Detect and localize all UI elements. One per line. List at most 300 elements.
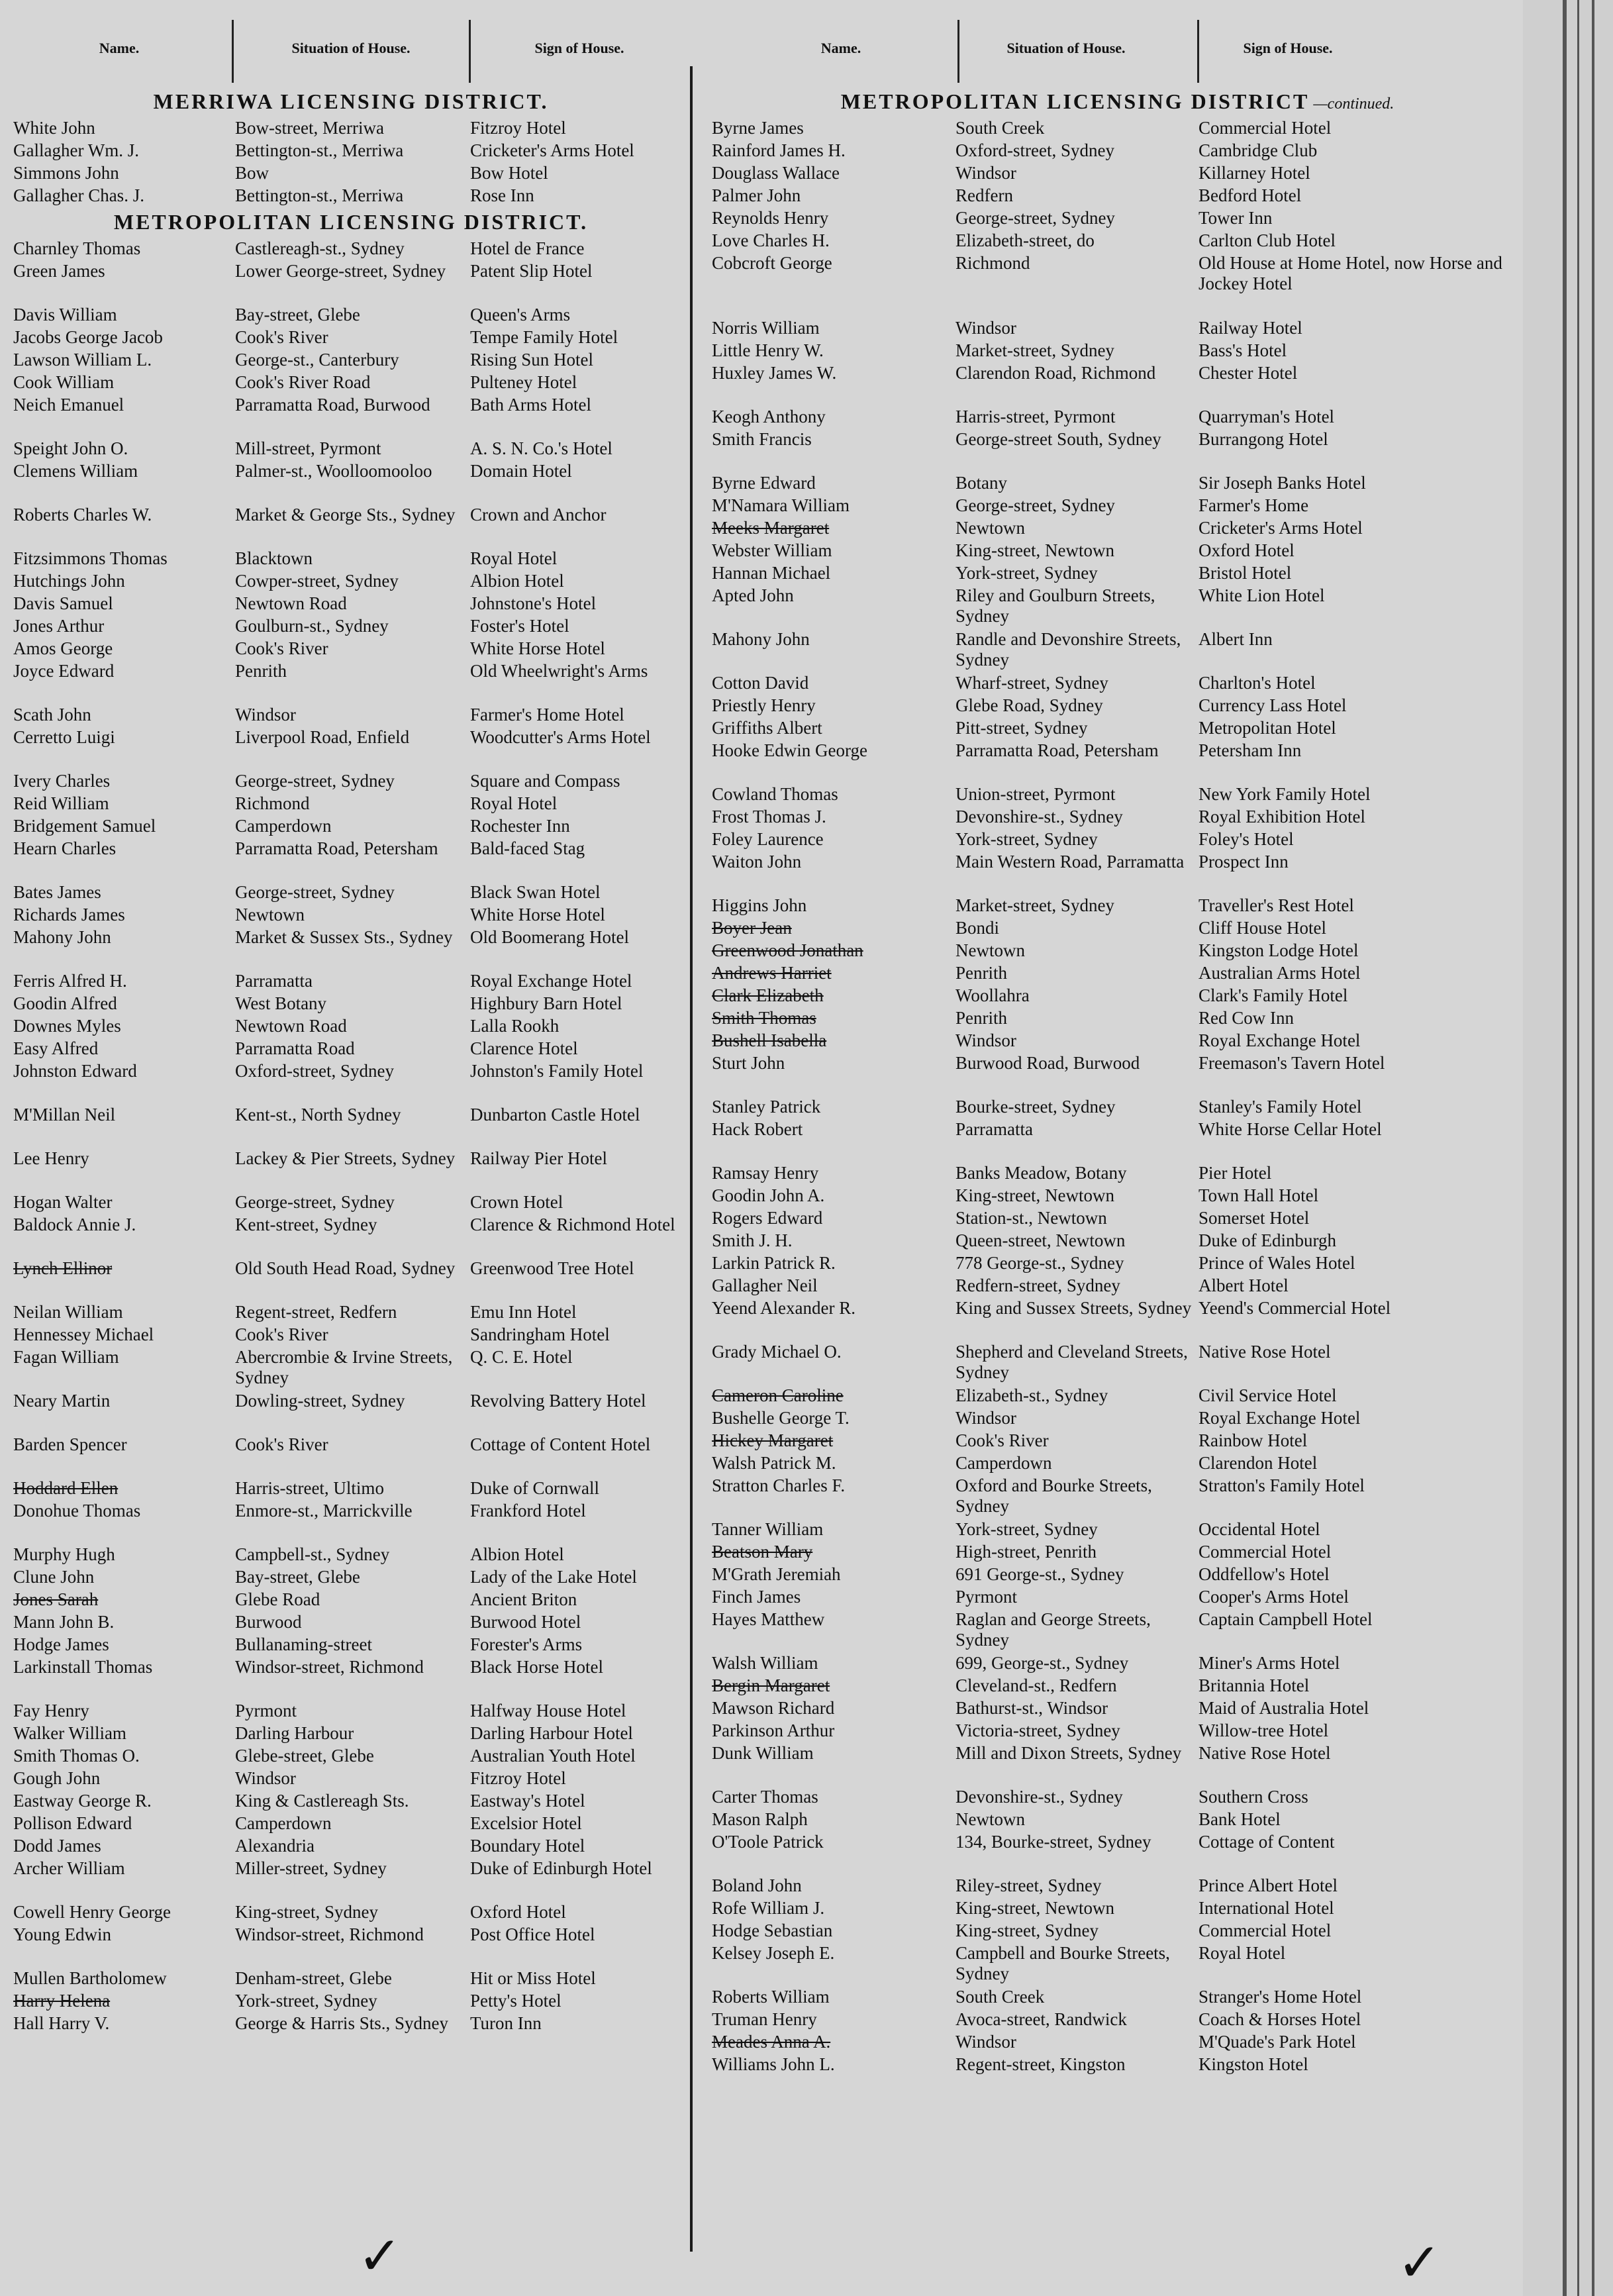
page-edge	[1577, 0, 1579, 2296]
licence-row	[712, 1742, 1523, 1785]
licensee-name: Pollison Edward	[13, 1813, 132, 1833]
house-sign: Miner's Arms Hotel	[1198, 1653, 1340, 1673]
licence-row	[712, 2008, 1523, 2030]
house-situation: Harris-street, Pyrmont	[955, 407, 1116, 426]
house-situation: Pitt-street, Sydney	[955, 718, 1088, 738]
house-sign: Maid of Australia Hotel	[1198, 1698, 1369, 1718]
house-situation: Glebe Road	[235, 1589, 320, 1609]
house-situation: Riley-street, Sydney	[955, 1875, 1102, 1895]
house-situation: Bow-street, Merriwa	[235, 118, 384, 138]
house-sign: New York Family Hotel	[1198, 784, 1371, 804]
licensee-name: Cotton David	[712, 673, 809, 693]
licensee-name: Ferris Alfred H.	[13, 971, 127, 991]
licence-row	[13, 1834, 689, 1857]
house-sign: Currency Lass Hotel	[1198, 695, 1347, 715]
column-rule	[957, 20, 959, 83]
house-situation: Bullanaming-street	[235, 1634, 372, 1654]
house-situation: Elizabeth-st., Sydney	[955, 1385, 1108, 1405]
house-sign: Royal Hotel	[1198, 1943, 1286, 1963]
house-situation: South Creek	[955, 118, 1045, 138]
licensee-name: Douglass Wallace	[712, 163, 840, 183]
house-situation: Bow	[235, 163, 269, 183]
sign-header: Sign of House.	[534, 40, 624, 56]
house-situation: Windsor-street, Richmond	[235, 1657, 424, 1677]
house-sign: Crown and Anchor	[470, 505, 607, 524]
house-sign: Bow Hotel	[470, 163, 548, 183]
house-situation: Windsor	[955, 318, 1016, 338]
house-situation: Cook's River	[955, 1430, 1049, 1450]
house-situation: Alexandria	[235, 1836, 315, 1856]
house-situation: King-street, Newtown	[955, 1185, 1114, 1205]
house-situation: Lackey & Pier Streets, Sydney	[235, 1148, 456, 1168]
licensee-name: Bates James	[13, 882, 101, 902]
house-sign: Bank Hotel	[1198, 1809, 1281, 1829]
house-situation: Riley and Goulburn Streets, Sydney	[955, 585, 1155, 626]
district-title: METROPOLITAN LICENSING DISTRICT.	[113, 210, 589, 234]
house-sign: Rochester Inn	[470, 816, 570, 836]
house-situation: Burwood Road, Burwood	[955, 1053, 1140, 1073]
licence-row	[712, 1118, 1523, 1162]
house-sign: Petersham Inn	[1198, 740, 1302, 760]
licence-row	[13, 1147, 689, 1191]
house-situation: Cleveland-st., Redfern	[955, 1675, 1117, 1695]
house-situation: Richmond	[955, 253, 1030, 273]
licence-row	[712, 962, 1523, 984]
licensee-name: Easy Alfred	[13, 1038, 99, 1058]
licensee-name: Cerretto Luigi	[13, 727, 115, 747]
licence-row	[13, 1301, 689, 1323]
house-situation: Pyrmont	[235, 1701, 297, 1721]
house-sign: Royal Hotel	[470, 793, 558, 813]
licensee-name: Gough John	[13, 1768, 101, 1788]
licensee-name: Charnley Thomas	[13, 238, 141, 258]
house-situation: Redfern-street, Sydney	[955, 1275, 1120, 1295]
licensee-name: Gallagher Neil	[712, 1275, 818, 1295]
licensee-name: Truman Henry	[712, 2009, 817, 2029]
house-situation: Old South Head Road, Sydney	[235, 1258, 456, 1278]
house-situation: Queen-street, Newtown	[955, 1230, 1126, 1250]
licensee-name: Frost Thomas J.	[712, 807, 826, 826]
licensee-name: Cook William	[13, 372, 115, 392]
licensee-name: Jacobs George Jacob	[13, 327, 163, 347]
licence-row	[13, 303, 689, 326]
licence-row	[712, 1252, 1523, 1274]
licensee-name: Cowland Thomas	[712, 784, 838, 804]
house-sign: Chester Hotel	[1198, 363, 1298, 383]
district-heading	[13, 86, 689, 117]
licence-row	[13, 792, 689, 815]
licensee-name: Eastway George R.	[13, 1791, 152, 1811]
licence-row	[712, 252, 1523, 317]
house-sign: Kingston Hotel	[1198, 2054, 1308, 2074]
house-situation: Parramatta	[235, 971, 313, 991]
check-mark-icon: ✓	[1397, 2232, 1442, 2293]
licensee-name: Donohue Thomas	[13, 1501, 141, 1521]
licence-row	[712, 229, 1523, 252]
licence-row	[712, 584, 1523, 628]
licensee-name: Mason Ralph	[712, 1809, 808, 1829]
licence-row	[712, 1897, 1523, 1919]
house-situation: Kent-street, Sydney	[235, 1215, 377, 1234]
licence-row	[712, 472, 1523, 494]
house-sign: Hotel de France	[470, 238, 585, 258]
house-situation: Bettington-st., Merriwa	[235, 185, 404, 205]
licensee-name: Smith Thomas	[712, 1008, 816, 1028]
licence-row	[712, 1474, 1523, 1518]
house-situation: Liverpool Road, Enfield	[235, 727, 410, 747]
house-sign: Duke of Edinburgh	[1198, 1230, 1336, 1250]
licensee-name: Parkinson Arthur	[712, 1721, 835, 1740]
house-situation: West Botany	[235, 993, 327, 1013]
house-situation: Randle and Devonshire Streets, Sydney	[955, 629, 1181, 670]
district-title: METROPOLITAN LICENSING DISTRICT	[840, 89, 1310, 113]
licensee-name: Hayes Matthew	[712, 1609, 825, 1629]
house-situation: Elizabeth-street, do	[955, 230, 1095, 250]
house-sign: Bald-faced Stag	[470, 838, 585, 858]
licensee-name: Simmons John	[13, 163, 119, 183]
right-column-header	[702, 26, 1523, 86]
house-sign: Halfway House Hotel	[470, 1701, 626, 1721]
licensee-name: Byrne Edward	[712, 473, 816, 493]
licensee-name: Bridgement Samuel	[13, 816, 156, 836]
house-situation: 778 George-st., Sydney	[955, 1253, 1124, 1273]
licence-row	[712, 1608, 1523, 1652]
licence-row	[712, 539, 1523, 562]
house-sign: Civil Service Hotel	[1198, 1385, 1337, 1405]
house-sign: Carlton Club Hotel	[1198, 230, 1336, 250]
house-situation: Campbell-st., Sydney	[235, 1544, 390, 1564]
licence-row	[13, 1477, 689, 1499]
house-sign: Greenwood Tree Hotel	[470, 1258, 634, 1278]
licence-row	[712, 517, 1523, 539]
licensee-name: Neilan William	[13, 1302, 123, 1322]
licence-row	[13, 1789, 689, 1812]
licence-row	[712, 828, 1523, 850]
house-sign: Black Horse Hotel	[470, 1657, 603, 1677]
house-sign: Tempe Family Hotel	[470, 327, 618, 347]
house-sign: Royal Exhibition Hotel	[1198, 807, 1365, 826]
column-rule	[1197, 20, 1199, 83]
house-situation: Parramatta	[955, 1119, 1033, 1139]
licensee-name: Hearn Charles	[13, 838, 117, 858]
name-header: Name.	[99, 40, 140, 56]
situation-header: Situation of House.	[1006, 40, 1126, 56]
licence-row	[13, 1346, 689, 1389]
house-situation: Mill and Dixon Streets, Sydney	[955, 1743, 1182, 1763]
licensee-name: Kelsey Joseph E.	[712, 1943, 835, 1963]
house-sign: Turon Inn	[470, 2013, 542, 2033]
licence-row	[13, 970, 689, 992]
licensee-name: Walsh Patrick M.	[712, 1453, 836, 1473]
licence-row	[13, 1015, 689, 1037]
licence-row	[712, 117, 1523, 139]
licence-row	[13, 1103, 689, 1147]
house-situation: Miller-street, Sydney	[235, 1858, 387, 1878]
house-situation: Botany	[955, 473, 1007, 493]
house-situation: York-street, Sydney	[955, 829, 1098, 849]
house-situation: Cook's River	[235, 327, 328, 347]
house-situation: George-street, Sydney	[235, 771, 395, 791]
licence-row	[712, 783, 1523, 805]
check-mark-icon: ✓	[358, 2225, 403, 2287]
licence-row	[712, 805, 1523, 828]
house-sign: Native Rose Hotel	[1198, 1743, 1331, 1763]
house-situation: 134, Bourke-street, Sydney	[955, 1832, 1151, 1852]
licence-row	[712, 339, 1523, 362]
house-situation: Raglan and George Streets, Sydney	[955, 1609, 1151, 1650]
licence-row	[712, 1540, 1523, 1563]
licensee-name: Smith J. H.	[712, 1230, 793, 1250]
house-situation: Main Western Road, Parramatta	[955, 852, 1185, 872]
house-situation: Windsor	[955, 1030, 1016, 1050]
licence-row	[13, 1060, 689, 1103]
licensee-name: Johnston Edward	[13, 1061, 137, 1081]
right-column	[712, 86, 1523, 2075]
licensee-name: Grady Michael O.	[712, 1342, 842, 1362]
house-sign: White Horse Hotel	[470, 638, 605, 658]
licensee-name: Hall Harry V.	[13, 2013, 110, 2033]
house-sign: Lalla Rookh	[470, 1016, 560, 1036]
licensee-name: Murphy Hugh	[13, 1544, 115, 1564]
house-situation: Penrith	[235, 661, 287, 681]
licensee-name: Byrne James	[712, 118, 804, 138]
house-situation: Oxford-street, Sydney	[955, 140, 1114, 160]
house-sign: Clarence & Richmond Hotel	[470, 1215, 675, 1234]
house-sign: White Lion Hotel	[1198, 585, 1325, 605]
licensee-name: Larkinstall Thomas	[13, 1657, 153, 1677]
licence-row	[712, 405, 1523, 428]
licence-row	[712, 428, 1523, 472]
house-situation: Mill-street, Pyrmont	[235, 438, 381, 458]
house-sign: Tower Inn	[1198, 208, 1273, 228]
licence-row	[13, 1744, 689, 1767]
house-sign: Ancient Briton	[470, 1589, 577, 1609]
licensee-name: Meades Anna A.	[712, 2032, 831, 2052]
house-situation: Regent-street, Redfern	[235, 1302, 397, 1322]
licensee-name: Hickey Margaret	[712, 1430, 834, 1450]
house-sign: Johnston's Family Hotel	[470, 1061, 644, 1081]
house-sign: Farmer's Home Hotel	[470, 705, 624, 724]
licence-row	[13, 992, 689, 1015]
house-situation: Pyrmont	[955, 1587, 1018, 1607]
house-sign: Commercial Hotel	[1198, 1921, 1332, 1940]
licence-row	[13, 1633, 689, 1656]
house-sign: Sir Joseph Banks Hotel	[1198, 473, 1366, 493]
house-sign: Burwood Hotel	[470, 1612, 581, 1632]
house-sign: Johnstone's Hotel	[470, 593, 597, 613]
licence-row	[712, 2030, 1523, 2053]
house-sign: White Horse Hotel	[470, 905, 605, 924]
licensee-name: Bushelle George T.	[712, 1408, 850, 1428]
house-sign: Clarendon Hotel	[1198, 1453, 1318, 1473]
licence-row	[13, 837, 689, 881]
house-sign: Somerset Hotel	[1198, 1208, 1310, 1228]
house-sign: Forester's Arms	[470, 1634, 583, 1654]
house-sign: Old Wheelwright's Arms	[470, 661, 648, 681]
licensee-name: O'Toole Patrick	[712, 1832, 824, 1852]
licence-row	[13, 503, 689, 547]
house-sign: Rose Inn	[470, 185, 534, 205]
house-sign: Sandringham Hotel	[470, 1324, 610, 1344]
licensee-name: Little Henry W.	[712, 340, 824, 360]
licence-row	[13, 592, 689, 615]
house-situation: Darling Harbour	[235, 1723, 354, 1743]
house-situation: Harris-street, Ultimo	[235, 1478, 384, 1498]
licence-row	[712, 739, 1523, 783]
house-sign: Charlton's Hotel	[1198, 673, 1316, 693]
house-sign: Coach & Horses Hotel	[1198, 2009, 1361, 2029]
licensee-name: Boland John	[712, 1875, 802, 1895]
house-situation: Clarendon Road, Richmond	[955, 363, 1156, 383]
house-sign: Oxford Hotel	[1198, 540, 1295, 560]
house-situation: Abercrombie & Irvine Streets, Sydney	[235, 1347, 453, 1387]
licensee-name: Clemens William	[13, 461, 138, 481]
licensee-name: Ramsay Henry	[712, 1163, 819, 1183]
house-sign: Foster's Hotel	[470, 616, 569, 636]
licensee-name: Stratton Charles F.	[712, 1475, 846, 1495]
licence-row	[13, 1389, 689, 1433]
licence-row	[712, 894, 1523, 917]
licence-row	[13, 117, 689, 139]
licence-row	[13, 326, 689, 348]
licensee-name: Bushell Isabella	[712, 1030, 827, 1050]
licence-row	[13, 1543, 689, 1566]
licence-row	[13, 1323, 689, 1346]
licensee-name: Joyce Edward	[13, 661, 115, 681]
house-sign: Cottage of Content	[1198, 1832, 1335, 1852]
house-situation: Woollahra	[955, 985, 1030, 1005]
licence-row	[13, 815, 689, 837]
licensee-name: Beatson Mary	[712, 1542, 813, 1562]
house-situation: Bettington-st., Merriwa	[235, 140, 404, 160]
house-situation: York-street, Sydney	[235, 1991, 377, 2011]
page-edge	[1563, 0, 1567, 2296]
house-sign: Crown Hotel	[470, 1192, 563, 1212]
licence-row	[712, 1674, 1523, 1697]
licensee-name: Hutchings John	[13, 571, 125, 591]
house-situation: Bourke-street, Sydney	[955, 1097, 1116, 1117]
house-situation: Windsor	[235, 1768, 296, 1788]
house-situation: Devonshire-st., Sydney	[955, 1787, 1123, 1807]
house-sign: Eastway's Hotel	[470, 1791, 585, 1811]
house-sign: Rainbow Hotel	[1198, 1430, 1308, 1450]
licence-row	[13, 1923, 689, 1967]
house-sign: Prince of Wales Hotel	[1198, 1253, 1355, 1273]
licensee-name: Roberts William	[712, 1987, 830, 2007]
licence-row	[712, 207, 1523, 229]
house-sign: Railway Pier Hotel	[470, 1148, 607, 1168]
house-situation: South Creek	[955, 1987, 1045, 2007]
licence-row	[13, 1989, 689, 2012]
house-sign: Domain Hotel	[470, 461, 572, 481]
licence-row	[13, 770, 689, 792]
house-situation: Goulburn-st., Sydney	[235, 616, 389, 636]
licensee-name: Norris William	[712, 318, 820, 338]
house-situation: King-street, Newtown	[955, 1898, 1114, 1918]
house-sign: International Hotel	[1198, 1898, 1334, 1918]
house-situation: Newtown	[955, 518, 1025, 538]
house-sign: Oddfellow's Hotel	[1198, 1564, 1330, 1584]
house-situation: George-st., Canterbury	[235, 350, 399, 370]
licensee-name: Larkin Patrick R.	[712, 1253, 836, 1273]
licensee-name: Hack Robert	[712, 1119, 803, 1139]
house-situation: Bay-street, Glebe	[235, 1567, 360, 1587]
licence-row	[712, 1919, 1523, 1942]
licence-row	[13, 926, 689, 970]
licensee-name: Hodge James	[13, 1634, 109, 1654]
house-situation: Union-street, Pyrmont	[955, 784, 1116, 804]
house-situation: Lower George-street, Sydney	[235, 261, 446, 281]
licensee-name: Barden Spencer	[13, 1434, 127, 1454]
house-sign: Railway Hotel	[1198, 318, 1302, 338]
house-sign: Black Swan Hotel	[470, 882, 601, 902]
licence-row	[13, 615, 689, 637]
house-situation: Parramatta Road, Petersham	[235, 838, 438, 858]
licence-row	[13, 1722, 689, 1744]
district-title: MERRIWA LICENSING DISTRICT.	[153, 89, 549, 113]
house-sign: Highbury Barn Hotel	[470, 993, 622, 1013]
house-situation: Newtown	[955, 1809, 1025, 1829]
licence-row	[712, 1229, 1523, 1252]
continued-note: —continued.	[1309, 95, 1394, 113]
licensee-name: Tanner William	[712, 1519, 824, 1539]
house-sign: Oxford Hotel	[470, 1902, 566, 1922]
licence-row	[13, 1611, 689, 1633]
licence-row	[13, 371, 689, 393]
house-situation: Cook's River	[235, 1324, 328, 1344]
house-sign: M'Quade's Park Hotel	[1198, 2032, 1356, 2052]
licensee-name: Reid William	[13, 793, 109, 813]
house-sign: Britannia Hotel	[1198, 1675, 1310, 1695]
licence-row	[13, 437, 689, 460]
licence-row	[712, 1407, 1523, 1429]
licensee-name: Griffiths Albert	[712, 718, 822, 738]
house-situation: Parramatta Road, Petersham	[955, 740, 1159, 760]
house-situation: George & Harris Sts., Sydney	[235, 2013, 448, 2033]
house-sign: Cambridge Club	[1198, 140, 1318, 160]
licence-row	[712, 1429, 1523, 1452]
house-sign: Native Rose Hotel	[1198, 1342, 1331, 1362]
licence-row	[13, 637, 689, 660]
licence-row	[712, 1384, 1523, 1407]
licensee-name: Mahony John	[13, 927, 111, 947]
house-sign: Occidental Hotel	[1198, 1519, 1320, 1539]
house-situation: King-street, Sydney	[235, 1902, 378, 1922]
licence-row	[712, 1652, 1523, 1674]
house-sign: Post Office Hotel	[470, 1924, 595, 1944]
house-situation: King & Castlereagh Sts.	[235, 1791, 409, 1811]
house-sign: Dunbarton Castle Hotel	[470, 1105, 640, 1124]
house-situation: Newtown	[955, 940, 1025, 960]
house-sign: Pier Hotel	[1198, 1163, 1272, 1183]
licence-row	[13, 1967, 689, 1989]
licensee-name: Love Charles H.	[712, 230, 830, 250]
center-divider	[690, 66, 693, 2252]
house-situation: Redfern	[955, 185, 1013, 205]
house-sign: Albert Inn	[1198, 629, 1273, 649]
licensee-name: Speight John O.	[13, 438, 128, 458]
house-situation: George-street, Sydney	[955, 495, 1115, 515]
house-sign: Old Boomerang Hotel	[470, 927, 629, 947]
house-situation: George-street, Sydney	[235, 882, 395, 902]
licence-row	[13, 903, 689, 926]
licence-row	[712, 1207, 1523, 1229]
licensee-name: Hoddard Ellen	[13, 1478, 119, 1498]
licence-row	[712, 694, 1523, 717]
house-situation: Market & Sussex Sts., Sydney	[235, 927, 453, 947]
house-sign: Clarence Hotel	[470, 1038, 578, 1058]
house-sign: Cooper's Arms Hotel	[1198, 1587, 1349, 1607]
